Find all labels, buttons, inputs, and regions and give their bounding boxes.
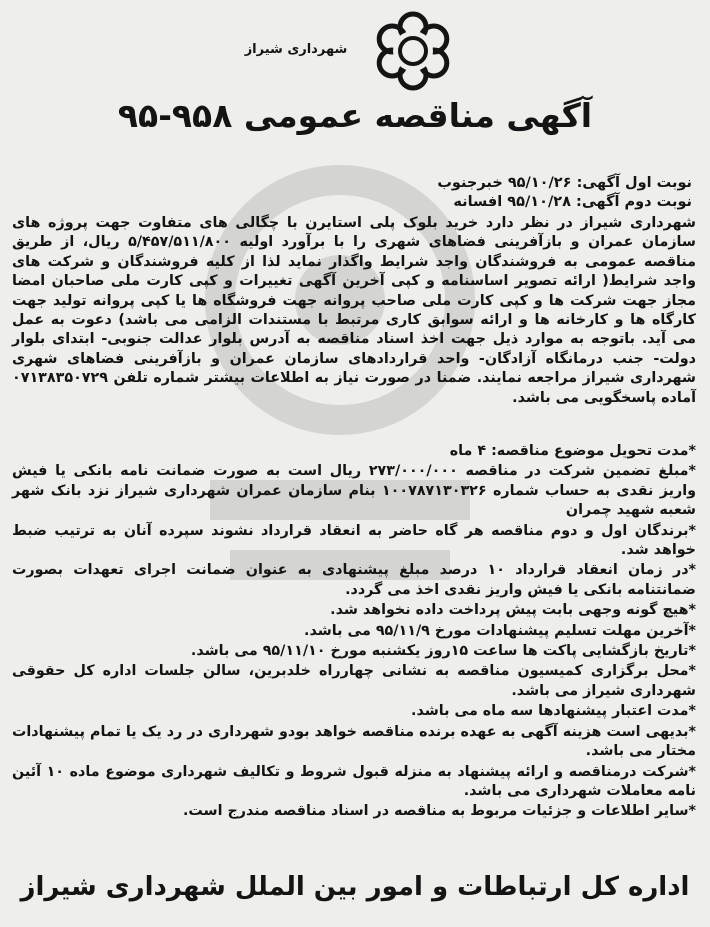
condition-commission-location: *محل برگزاری کمیسیون مناقصه به نشانی چهارراه خلدبرین، سالن جلسات اداره کل حقوقی شهرداری شیراز می باشد. [12,663,696,699]
condition-validity-period: *مدت اعتبار پیشنهادها سه ماه می باشد. [411,703,696,720]
conditions-list [12,442,696,823]
first-notice: نوبت اول آگهی: ۹۵/۱۰/۲۶ خبرجنوب [437,175,692,191]
condition-performance-guarantee: *در زمان انعقاد قرارداد ۱۰ درصد مبلغ پیشنهادی به عنوان ضمانت اجرای تعهدات بصورت ضمانتنامه بانکی یا فیش واریز نقدی اخذ می گردد. [12,562,697,598]
condition-delivery-period: *مدت تحویل موضوع مناقصه: ۴ ماه [449,443,696,459]
second-notice: نوبت دوم آگهی: ۹۵/۱۰/۲۸ افسانه [453,194,692,210]
publication-notices [12,174,692,212]
condition-acceptance: *شرکت درمناقصه و ارائه پیشنهاد به منزله قبول شروط و تکالیف شهرداری موضوع ماده ۱۰ آئین نامه معاملات شهرداری می باشد. [12,763,696,799]
flower-logo-icon [372,10,454,92]
condition-opening-date: *تاریخ بازگشایی پاکت ها ساعت ۱۵روز یکشنبه مورخ ۹۵/۱۱/۱۰ می باشد. [190,643,696,660]
ad-title: آگهی مناقصه عمومی ۹۵۸-۹۵ [117,96,593,135]
condition-guarantee-amount: *مبلغ تضمین شرکت در مناقصه ۲۷۳/۰۰۰/۰۰۰ ریال است به صورت ضمانت نامه بانکی یا فیش واریز نقدی به حساب شماره ۱۰۰۷۸۷۱۳۰۳۲۶ بنام سازمان عمران شهرداری شیراز نزد بانک شهر شعبه شهید چمران [12,463,697,519]
municipality-name: شهرداری شیراز [244,42,348,57]
condition-no-prepayment: *هیچ گونه وجهی بابت پیش پرداخت داده نخواهد شد. [330,602,696,619]
ad-body-paragraph: شهرداری شیراز در نظر دارد خرید بلوک پلی استایرن با چگالی های متفاوت جهت پروژه های سازمان عمران و بازآفرینی فضاهای شهری را با برآورد اولیه ۵/۴۵۷/۵۱۱/۸۰۰ ریال، از طریق مناقصه عمومی به فروشندگان واجد شرایط واگذار نماید لذا از کلیه فروشندگان و شرکت های واجد شرایط( ارائه تصویر اساسنامه و کپی آخرین آگهی تغییرات و کپی کارت ملی صاحبان امضا مجاز جهت شرکت ها و کپی کارت ملی صاحب پروانه جهت فروشگاه ها یا کپی پروانه تولید جهت کارگاه ها و کارخانه ها و ارائه سوابق کاری مرتبط با مستندات الزامی می باشد) دعوت به عمل می آید. باتوجه به موارد ذیل جهت اخذ اسناد مناقصه به آدرس بلوار عدالت جنوبی- ابتدای بلوار دولت- جنب درمانگاه آزادگان- واحد قراردادهای سازمان عمران و بازآفرینی فضاهای شهری شهرداری شیراز مراجعه نمایند. ضمنا در صورت نیاز به اطلاعات بیشتر شماره تلفن ۰۷۱۳۸۳۵۰۷۲۹ آماده پاسخگویی می باشد. [12,215,696,406]
condition-ad-cost: *بدیهی است هزینه آگهی به عهده برنده مناقصه خواهد بودو شهرداری در رد یک یا تمام پیشنهادات مختار می باشد. [12,723,696,760]
condition-submission-deadline: *آخرین مهلت تسلیم پیشنهادات مورخ ۹۵/۱۱/۹ می باشد. [304,622,696,639]
issuing-department: اداره کل ارتباطات و امور بین الملل شهرداری شیراز [20,872,690,902]
condition-other-info: *سایر اطلاعات و جزئیات مربوط به مناقصه در اسناد مناقصه مندرج است. [182,803,696,820]
condition-winners-deposit: *برندگان اول و دوم مناقصه هر گاه حاضر به انعقاد قرارداد نشوند سپرده آنان به ترتیب ضبط خواهد شد. [12,522,696,559]
municipality-logo [372,10,454,92]
